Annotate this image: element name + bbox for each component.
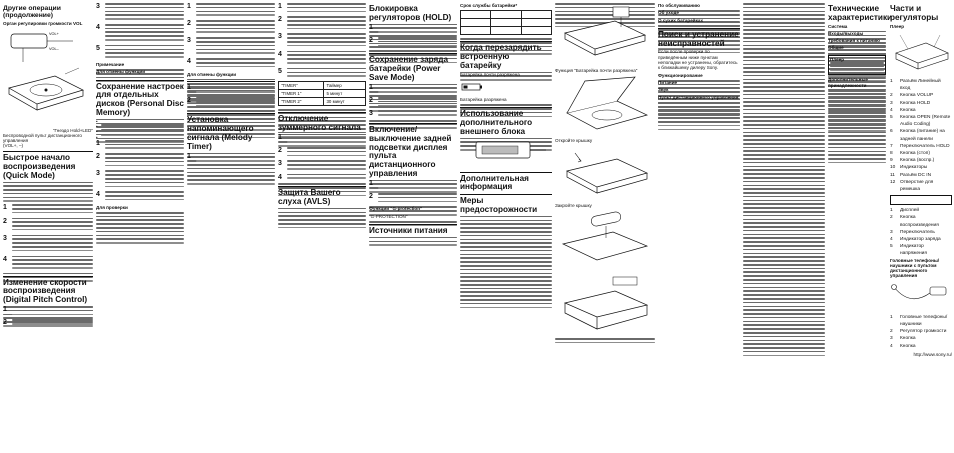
text-block — [3, 182, 93, 203]
column-3: 1 2 3 4 Для отмены функции 1 2 Установка напоминающего сигнала (Melody Timer) 1 — [187, 3, 275, 449]
heading-backlight: Включение/выключение задней подсветки дисплея пульта дистанционного управления — [369, 124, 452, 178]
dry-battery-heading: О сухих батарейках — [658, 17, 704, 23]
list-item: 1 Головные телефоны/наушники — [890, 314, 952, 328]
list-item: 5 Индикатор напряжения — [890, 243, 952, 257]
trouble-heading-operation: Функционирование — [658, 72, 703, 78]
heading-other-ops: Другие операции (продолжение) — [3, 5, 61, 20]
heading-external-battery: Использование дополнительного внешнего блока — [460, 109, 533, 136]
spec-power-heading: Требования к питанию — [828, 38, 880, 44]
list-item: 2 Регулятор громкости — [890, 329, 947, 335]
player-box-label: Плеер — [830, 56, 845, 62]
column-10 — [828, 3, 952, 449]
svg-text:VOL–: VOL– — [49, 47, 59, 52]
spec-accessories-heading: Дополнительные принадлежности — [828, 77, 868, 88]
g-protection-label: Функции "G-protection" — [369, 206, 423, 212]
battery-empty-hint: Батарейка разряжена — [460, 96, 507, 102]
heading-specifications: Технические характеристики — [828, 4, 893, 22]
heading-avls: Защита Вашего слуха (AVLS) — [278, 188, 341, 207]
parts-list-a — [890, 78, 952, 193]
part-label: Регулятор громкости — [900, 329, 947, 335]
part-label: Разъём Линейный вход — [900, 78, 941, 92]
part-label: Кнопка воспроизведения — [900, 215, 939, 228]
battery-icon — [460, 82, 490, 92]
part-label: Отверстие для ремешка — [900, 179, 934, 192]
svg-text:VOL+: VOL+ — [49, 32, 59, 37]
parts-remote-heading: Головные телефоны/наушники с пультом дистанционного управления — [890, 257, 940, 279]
heading-precautions: Меры предосторожности — [460, 196, 538, 215]
care-heading: Об уходе — [658, 10, 679, 16]
display-box — [890, 195, 952, 205]
to-check-heading: Для проверки — [96, 204, 128, 210]
part-label: Кнопка (питание) на задней панели — [900, 129, 945, 142]
table-cell: 5 минут — [324, 90, 366, 98]
close-lid-label: Закройте крышку — [555, 203, 592, 208]
remote-sub-label: (VOL+, –) — [3, 143, 24, 149]
part-label: Дисплей — [900, 208, 920, 214]
part-label: Кнопка HOLD — [900, 100, 931, 106]
table-cell: "TIMER 1" — [279, 90, 324, 98]
timer-table — [278, 81, 366, 106]
list-item: 1 Разъём Линейный вход — [890, 78, 952, 92]
part-label: Кнопка OPEN (Remote Audio Coding) — [900, 114, 951, 128]
column-4: 1 2 3 4 5 "TIMER" Таймер "TIMER 1" 5 минут "TIMER 2" 30 минут Отключение зуммерного сигнала 1 2 3 4 Защита Вашего слуха (AVLS) — [278, 3, 366, 449]
list-item: 6 Кнопка (питание) на задней панели — [890, 128, 952, 142]
hold-led-label: "Гнездо Hold+LED" — [52, 128, 93, 134]
to-cancel-heading: Для отмены функции — [96, 69, 146, 75]
open-lid-illustration — [555, 73, 655, 133]
part-label: Кнопка — [900, 107, 916, 113]
battery-case-illustration — [460, 138, 552, 164]
column-7 — [555, 3, 655, 449]
list-item: 1 Дисплей — [890, 208, 920, 214]
parts-remote-illustration — [890, 281, 952, 309]
heading-quick-mode: Быстрое начало воспроизведения (Quick Mode) — [3, 153, 76, 180]
part-label: Кнопка — [900, 343, 916, 349]
maintenance-heading: По обслуживанию — [658, 3, 700, 8]
parts-list-b — [890, 207, 952, 257]
close-lid-illustration — [555, 143, 655, 198]
part-label: Кнопка (воспр.) — [900, 158, 935, 164]
column-1: Другие операции (продолжение) Орган регулировки громкости VOL VOL+ VOL– "Гнездо Hold+LED" Беспроводной пульт дистанционного управления (VOL+, –) Быстрое начало воспроизведения (Quick Mode) 1 2 3 4 Изменение скорости воспроизведения (Digital Pitch Control) 1 2 — [3, 5, 93, 327]
remote-label: Беспроводной пульт дистанционного управления — [3, 133, 82, 144]
list-item: 8 Кнопка (стоп) — [890, 150, 930, 156]
parts-player-illustration — [890, 31, 952, 73]
trouble-heading-remote: Пульт дистанционного управления — [658, 94, 739, 100]
column-8 — [658, 3, 740, 449]
column-9 — [743, 3, 825, 449]
battery-table — [460, 10, 552, 35]
spec-io-heading: Входы/выходы — [828, 30, 864, 36]
list-item: 3 Кнопка HOLD — [890, 100, 931, 106]
battery-low-hint: Батарейка почти разряжена — [460, 71, 520, 77]
to-set-heading: Для отмены функции — [187, 71, 237, 77]
player-remote-illustration — [3, 28, 93, 123]
heading-recharge: Когда перезарядить встроенную батарейку — [460, 43, 542, 70]
open-lid-label: Откройте крышку — [555, 138, 593, 143]
column-6 — [460, 3, 552, 449]
table-cell: "TIMER 2" — [279, 98, 324, 106]
part-label: Индикатор заряда — [900, 236, 941, 242]
heading-power-save: Сохранение заряда батарейки (Power Save Mode) — [369, 55, 449, 82]
table-cell: Таймер — [324, 82, 366, 90]
heading-hold: Блокировка регуляторов (HOLD) — [369, 4, 452, 22]
list-item: 12 Отверстие для ремешка — [890, 179, 952, 193]
part-label: Индикаторы — [900, 165, 928, 171]
trouble-heading-power: Питание — [658, 79, 678, 85]
parts-player-heading: Плеер — [890, 23, 905, 29]
table-cell: "TIMER" — [279, 82, 324, 90]
part-label: Кнопка VOLUP — [900, 93, 934, 99]
heading-additional-info: Дополнительная информация — [460, 173, 529, 192]
g-protection-sub: "G-PROTECTION" — [369, 213, 408, 219]
list-item: 3 Переключатель — [890, 229, 935, 235]
troubleshooting-intro: Если после проверки по приведённым ниже пунктам неполадки не устранены, обратитесь к ближайшему дилеру Sony. — [658, 49, 738, 71]
heading-troubleshooting: Поиск и устранение неисправностей — [658, 29, 739, 48]
list-caption: Орган регулировки громкости VOL — [3, 20, 83, 26]
heading-parts: Части и регуляторы — [890, 4, 939, 22]
part-label: Кнопка — [900, 336, 916, 342]
part-label: Разъём DC IN — [900, 172, 932, 178]
sony-url[interactable]: http://www.sony.ru/ — [913, 351, 952, 357]
recharge-illustration — [555, 3, 655, 63]
column-2: 3 4 5 Примечание Для отмены функции Сохранение настроек для отдельных дисков (Personal Disc Memory) • • • • 1 2 3 4 Для проверки — [96, 3, 184, 449]
spec-general-heading: Общие — [828, 45, 844, 51]
heading-beep-off: Отключение зуммерного сигнала — [278, 114, 361, 132]
list-item: 5 Кнопка OPEN (Remote Audio Coding) — [890, 114, 951, 128]
heading-melody-timer: Установка напоминающего сигнала (Melody Timer) — [187, 115, 254, 151]
heading-digital-pitch: Изменение скорости воспроизведения (Digital Pitch Control) — [3, 277, 88, 305]
list-item: 2 Кнопка VOLUP — [890, 93, 934, 99]
part-label: Переключатель — [900, 229, 935, 235]
part-label: Переключатель HOLD — [900, 143, 950, 149]
trouble-heading-sound: Звук — [658, 87, 669, 93]
heading-power-sources: Источники питания — [369, 225, 448, 235]
list-item: 4 Кнопка — [890, 343, 916, 349]
column-5: Блокировка регуляторов (HOLD) 1 2 Сохранение заряда батарейки (Power Save Mode) 1 2 3 Включение/выключение задней подсветки дисплея пульта дистанционного управления 1 2 Функции "G-protection" "G-PROTECTION" Источники питания — [369, 3, 457, 449]
parts-list-c — [890, 314, 952, 350]
cradle-illustration — [555, 273, 655, 333]
spec-system-heading: Система — [828, 23, 848, 29]
note-heading: Примечание — [96, 61, 125, 67]
battery-life-heading: Срок службы батарейки* — [460, 3, 518, 8]
low-battery-label: Функция "Батарейка почти разряжена" — [555, 68, 638, 73]
battery-insert-illustration — [555, 208, 655, 268]
heading-personal-disc-memory: Сохранение настроек для отдельных дисков (Personal Disc Memory) — [96, 81, 184, 117]
part-label: Кнопка (стоп) — [900, 150, 930, 156]
list-item: 7 Переключатель HOLD — [890, 143, 950, 149]
part-label: Головные телефоны/наушники — [900, 314, 948, 327]
list-item: 4 Кнопка — [890, 107, 916, 113]
table-cell: 30 минут — [324, 98, 366, 106]
list-item: 10 Индикаторы — [890, 165, 928, 171]
list-item: 3 Кнопка — [890, 336, 916, 342]
list-item: 9 Кнопка (воспр.) — [890, 158, 935, 164]
part-label: Индикатор напряжения — [900, 244, 927, 257]
list-item: 2 Кнопка воспроизведения — [890, 214, 952, 228]
list-item: 11 Разъём DC IN — [890, 172, 932, 178]
list-item: 4 Индикатор заряда — [890, 236, 941, 242]
